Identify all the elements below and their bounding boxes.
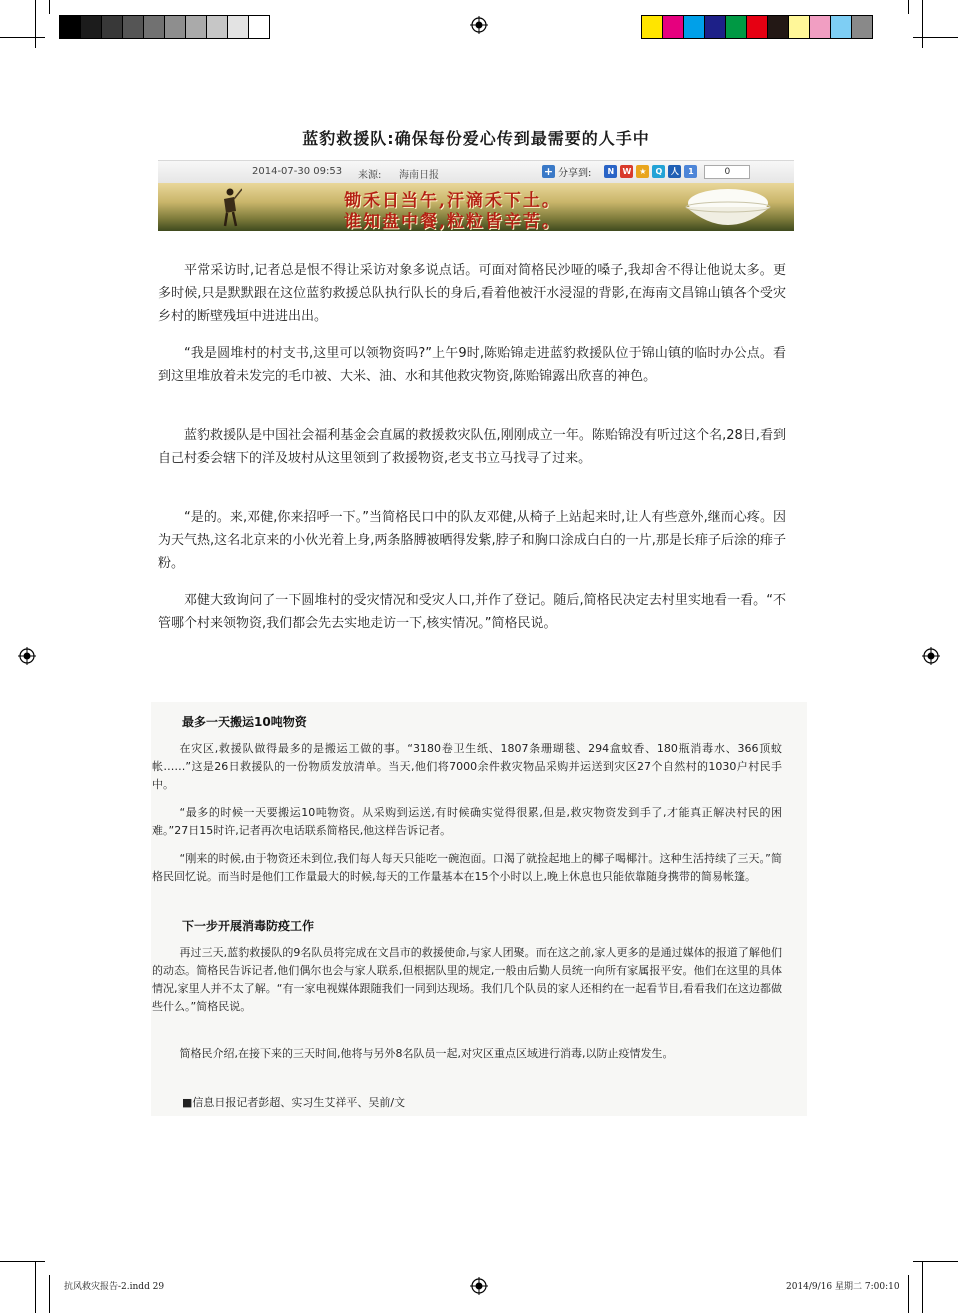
- footer-timestamp: 2014/9/16 星期二 7:00:10: [786, 1282, 900, 1292]
- color-swatch: [747, 16, 768, 38]
- color-swatch: [852, 16, 872, 38]
- crop-mark: [913, 1261, 958, 1262]
- grayscale-bar: [59, 15, 270, 39]
- grayscale-swatch: [249, 16, 269, 38]
- section-paragraph: “刚来的时候,由于物资还未到位,我们每人每天只能吃一碗泡面。口渴了就捡起地上的椰子喝椰汁。这种生活持续了三天。”简格民回忆说。而当时是他们工作量最大的时候,每天的工作量基本在15个小时以上,晚上休息也只能依靠随身携带的简易帐篷。: [152, 852, 782, 883]
- section-heading: 最多一天搬运10吨物资: [182, 715, 307, 729]
- section-heading: 下一步开展消毒防疫工作: [182, 919, 315, 933]
- crop-mark: [49, 1275, 50, 1313]
- color-swatch: [831, 16, 852, 38]
- crop-mark: [922, 0, 923, 48]
- crop-mark: [35, 0, 36, 48]
- grayscale-swatch: [81, 16, 102, 38]
- rice-bowl-icon: [678, 185, 778, 231]
- share-tencent-icon[interactable]: Q: [652, 165, 665, 178]
- share-netease-icon[interactable]: N: [604, 165, 617, 178]
- grayscale-swatch: [144, 16, 165, 38]
- article-banner: [158, 183, 794, 231]
- grayscale-swatch: [123, 16, 144, 38]
- article-date: 2014-07-30 09:53: [252, 166, 343, 177]
- color-bar: [641, 15, 873, 39]
- article-byline: ■信息日报记者彭超、实习生艾祥平、吴前/文: [182, 1096, 406, 1109]
- section-paragraph: 简格民介绍,在接下来的三天时间,他将与另外8名队员一起,对灾区重点区域进行消毒,以防止疫情发生。: [179, 1047, 674, 1060]
- grayscale-swatch: [186, 16, 207, 38]
- color-swatch: [768, 16, 789, 38]
- registration-mark-icon: [18, 647, 36, 665]
- article-meta-bar: [158, 160, 794, 183]
- article-paragraph: 邓健大致询问了一下圆堆村的受灾情况和受灾人口,并作了登记。随后,简格民决定去村里实地看一看。“不管哪个村来领物资,我们都会先去实地走访一下,核实情况。”简格民说。: [158, 593, 786, 631]
- share-plus-icon[interactable]: +: [543, 165, 554, 178]
- banner-line-1: 锄禾日当午,汗滴禾下土。: [344, 191, 561, 211]
- color-swatch: [810, 16, 831, 38]
- article-paragraph: “我是圆堆村的村支书,这里可以领物资吗?”上午9时,陈贻锦走进蓝豹救援队位于锦山镇的临时办公点。看到这里堆放着未发完的毛巾被、大米、油、水和其他救灾物资,陈贻锦露出欣喜的神色。: [158, 346, 786, 384]
- banner-line-2: 谁知盘中餐,粒粒皆辛苦。: [344, 212, 561, 231]
- share-renren-icon[interactable]: 人: [668, 165, 681, 178]
- farmer-figure-icon: [218, 187, 242, 227]
- share-more-icon[interactable]: 1: [684, 165, 697, 178]
- registration-mark-icon: [470, 16, 488, 34]
- crop-mark: [922, 1262, 923, 1313]
- grayscale-swatch: [165, 16, 186, 38]
- registration-mark-icon: [470, 1277, 488, 1295]
- crop-mark: [0, 1261, 45, 1262]
- article-paragraph: 平常采访时,记者总是恨不得让采访对象多说点话。可面对简格民沙哑的嗓子,我却舍不得让他说太多。更多时候,只是默默跟在这位蓝豹救援总队执行队长的身后,看着他被汗水浸湿的背影,在海南文昌锦山镇各个受灾乡村的断壁残垣中进进出出。: [158, 263, 786, 324]
- share-qzone-icon[interactable]: ★: [636, 165, 649, 178]
- article-paragraph: “是的。来,邓健,你来招呼一下。”当简格民口中的队友邓健,从椅子上站起来时,让人有些意外,继而心疼。因为天气热,这名北京来的小伙光着上身,两条胳膊被晒得发紫,脖子和胸口涂成白白的一片,那是长痱子后涂的痱子粉。: [158, 510, 786, 571]
- section-paragraph: 在灾区,救援队做得最多的是搬运工做的事。“3180卷卫生纸、1807条珊瑚毯、294盒蚊香、180瓶消毒水、366顶蚊帐……”这是26日救援队的一份物质发放清单。当天,他们将7000余件救灾物品采购并运送到灾区27个自然村的1030户村民手中。: [152, 742, 782, 791]
- grayscale-swatch: [102, 16, 123, 38]
- crop-mark: [0, 37, 45, 38]
- crop-mark: [908, 0, 909, 14]
- source-label: 来源:: [358, 170, 382, 181]
- share-toolbar: [542, 164, 750, 179]
- registration-mark-icon: [922, 647, 940, 665]
- article-paragraph: 蓝豹救援队是中国社会福利基金会直属的救援救灾队伍,刚刚成立一年。陈贻锦没有听过这个名,28日,看到自己村委会辖下的洋及坡村从这里领到了救援物资,老支书立马找寻了过来。: [158, 428, 786, 466]
- color-swatch: [642, 16, 663, 38]
- article-title: 蓝豹救援队:确保每份爱心传到最需要的人手中: [302, 129, 650, 148]
- color-swatch: [789, 16, 810, 38]
- color-swatch: [684, 16, 705, 38]
- color-swatch: [663, 16, 684, 38]
- color-swatch: [726, 16, 747, 38]
- crop-mark: [913, 37, 958, 38]
- grayscale-swatch: [228, 16, 249, 38]
- crop-mark: [908, 1275, 909, 1313]
- crop-mark: [35, 1262, 36, 1313]
- grayscale-swatch: [60, 16, 81, 38]
- footer-filename: 抗风救灾报告-2.indd 29: [64, 1282, 165, 1292]
- section-paragraph: 再过三天,蓝豹救援队的9名队员将完成在文昌市的救援使命,与家人团聚。而在这之前,家人更多的是通过媒体的报道了解他们的动态。简格民告诉记者,他们偶尔也会与家人联系,但根据队里的规定,一般由后勤人员统一向所有家属报平安。他们在这里的具体情况,家里人并不太了解。“有一家电视媒体跟随我们一同到达现场。我们几个队员的家人还相约在一起看节目,看看我们在这边都做些什么。”简格民说。: [152, 946, 782, 1013]
- share-count: 0: [704, 165, 750, 179]
- section-paragraph: “最多的时候一天要搬运10吨物资。从采购到运送,有时候确实觉得很累,但是,救灾物资发到手了,才能真正解决村民的困难。”27日15时许,记者再次电话联系简格民,他这样告诉记者。: [152, 806, 782, 837]
- crop-mark: [49, 0, 50, 14]
- share-label: 分享到:: [558, 168, 592, 179]
- share-weibo-icon[interactable]: W: [620, 165, 633, 178]
- article-source: 海南日报: [399, 170, 439, 181]
- grayscale-swatch: [207, 16, 228, 38]
- color-swatch: [705, 16, 726, 38]
